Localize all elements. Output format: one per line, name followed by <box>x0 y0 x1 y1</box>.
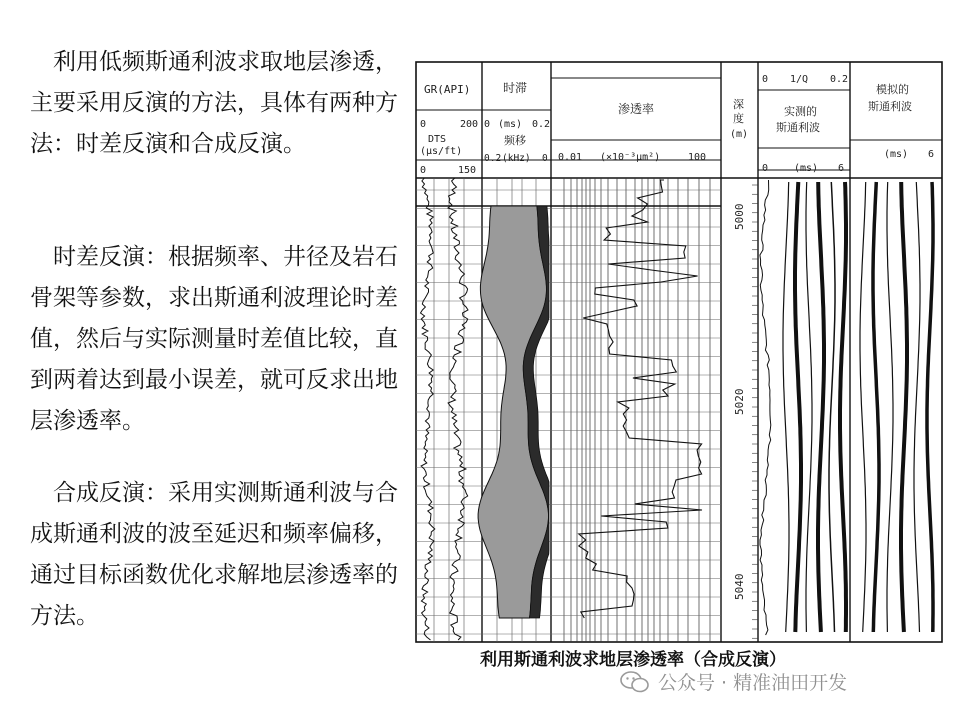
measured-waveform <box>806 182 812 632</box>
dts-label: DTS <box>428 134 447 145</box>
perm-unit: (×10⁻³μm²) <box>600 152 661 163</box>
shift-max: 0 <box>542 153 548 164</box>
paragraph-intro: 利用低频斯通利波求取地层渗透，主要采用反演的方法，具体有两种方法：时差反演和合成反演。 <box>30 49 398 157</box>
delay-max: 0.2 <box>532 119 551 130</box>
measured-title-1: 实测的 <box>784 105 817 118</box>
measured-tunit: (ms) <box>794 163 819 174</box>
perm-min: 0.01 <box>558 152 583 163</box>
permeability-label: 渗透率 <box>618 102 655 116</box>
synthetic-waveform <box>860 182 866 632</box>
dts-max: 150 <box>458 165 477 176</box>
gr-curve <box>421 178 435 640</box>
synthetic-waveform <box>927 182 933 632</box>
synthetic-waveform <box>873 182 879 632</box>
synthetic-title-2: 斯通利波 <box>868 100 912 113</box>
q-label: 1/Q <box>790 74 809 85</box>
synthetic-tunit: (ms) <box>884 149 909 160</box>
perm-max: 100 <box>688 152 707 163</box>
measured-waveform <box>783 182 789 632</box>
dts-curve <box>448 178 468 640</box>
synthetic-title-1: 模拟的 <box>876 83 909 96</box>
shift-min: 0.2 <box>484 153 502 164</box>
depth-unit: (m) <box>730 129 749 140</box>
q-curve <box>760 180 771 635</box>
dts-unit: (μs/ft) <box>420 146 463 157</box>
well-log-figure <box>414 60 944 644</box>
watermark-text: 公众号 · 精准油田开发 <box>658 672 848 694</box>
gr-max: 200 <box>460 119 479 130</box>
synthetic-tmax: 6 <box>928 149 935 160</box>
depth-tick-5000: 5000 <box>733 203 746 230</box>
paragraph-time-difference-inversion: 时差反演：根据频率、井径及岩石骨架等参数，求出斯通利波理论时差值，然后与实际测量时差值比较，直到两着达到最小误差，就可反求出地层渗透率。 <box>30 244 398 434</box>
synthetic-waveform <box>887 182 893 632</box>
synthetic-waveform <box>914 182 920 632</box>
delay-unit: (ms) <box>498 119 523 130</box>
measured-tmin: 0 <box>762 163 769 174</box>
synthetic-waveform <box>901 182 907 632</box>
paragraph-synthetic-inversion: 合成反演：采用实测斯通利波与合成斯通利波的波至延迟和频率偏移，通过目标函数优化求解地层渗透率的方法。 <box>30 480 398 629</box>
measured-waveform <box>795 182 801 632</box>
depth-char-1: 深 <box>733 98 744 111</box>
dts-min: 0 <box>420 165 427 176</box>
q-min: 0 <box>762 74 769 85</box>
depth-tick-5020: 5020 <box>733 388 746 415</box>
gr-label: GR(API) <box>424 83 471 96</box>
q-max: 0.2 <box>830 74 849 85</box>
shift-unit: (kHz) <box>502 153 531 164</box>
measured-tmax: 6 <box>838 163 845 174</box>
measured-title-2: 斯通利波 <box>776 121 820 134</box>
wechat-icon <box>620 671 650 693</box>
measured-waveform <box>829 182 835 632</box>
gr-min: 0 <box>420 119 427 130</box>
figure-caption: 利用斯通利波求地层渗透率（合成反演） <box>480 650 786 670</box>
time-delay-label: 时滞 <box>503 81 528 95</box>
delay-min: 0 <box>484 119 491 130</box>
measured-waveform <box>840 182 846 632</box>
watermark <box>620 668 847 695</box>
freq-shift-label: 频移 <box>504 134 526 147</box>
depth-char-2: 度 <box>733 112 744 125</box>
measured-waveform <box>818 182 824 632</box>
depth-tick-5040: 5040 <box>733 573 746 600</box>
